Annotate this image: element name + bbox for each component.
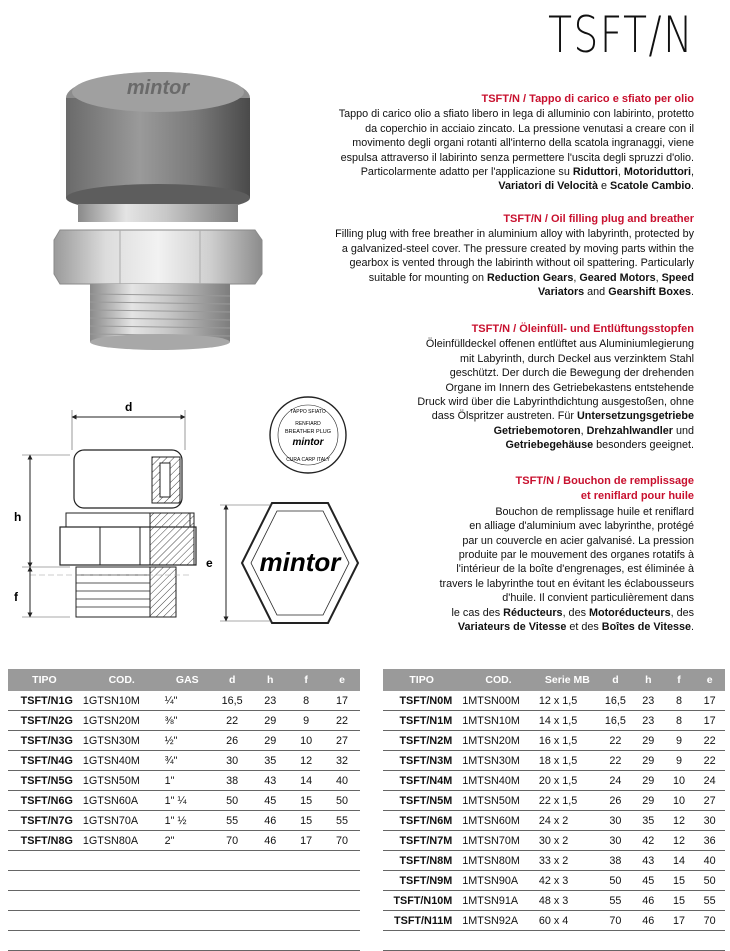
table-row-empty xyxy=(8,871,360,891)
table-cell: 1GTSN10M xyxy=(81,691,163,711)
table-cell: 30 xyxy=(694,811,725,831)
table-cell xyxy=(598,931,633,951)
text-line: espulsa attraverso il labirinto senza permettere l'uscita degli spruzzi d'olio. xyxy=(340,151,694,164)
cap-logo: mintor xyxy=(126,77,190,99)
table-header-row xyxy=(383,669,725,691)
table-row xyxy=(8,791,360,811)
table-cell: 17 xyxy=(694,711,725,731)
table-cell xyxy=(212,911,252,931)
table-cell xyxy=(460,931,537,951)
table-cell: 40 xyxy=(324,771,360,791)
table-cell: 1MTSN00M xyxy=(460,691,537,711)
table-cell: 17 xyxy=(664,911,695,931)
table-cell: 30 xyxy=(212,751,252,771)
table-cell: 14 xyxy=(664,851,695,871)
text-line: Filling plug with free breather in aluminium alloy with labyrinth, protected by xyxy=(335,228,694,241)
dimension-f: f xyxy=(14,590,18,604)
table-cell: 15 xyxy=(288,811,324,831)
table-cell: 1MTSN70M xyxy=(460,831,537,851)
col-header: d xyxy=(598,669,633,691)
col-header: Serie MB xyxy=(537,669,598,691)
text-line: dass Ölspritzer austreten. Für Untersetzungsgetriebe xyxy=(431,410,694,423)
table-cell: TSFT/N4M xyxy=(383,771,460,791)
table-row xyxy=(383,851,725,871)
table-cell: TSFT/N4G xyxy=(8,751,81,771)
table-cell: 70 xyxy=(694,911,725,931)
dimension-d: d xyxy=(125,400,133,414)
table-cell: 17 xyxy=(288,831,324,851)
table-cell xyxy=(81,871,163,891)
table-cell: 1" ¼ xyxy=(163,791,212,811)
table-cell xyxy=(8,851,81,871)
table-cell xyxy=(694,931,725,951)
table-cell xyxy=(212,891,252,911)
table-cell: 8 xyxy=(288,691,324,711)
text-line: Druck wird über die Labyrinthdichtung ausgestoßen, ohne xyxy=(417,396,694,409)
table-cell: 30 xyxy=(598,831,633,851)
table-row xyxy=(8,811,360,831)
table-cell: 22 x 1,5 xyxy=(537,791,598,811)
table-cell: 22 xyxy=(694,751,725,771)
table-cell xyxy=(288,871,324,891)
table-cell: 1GTSN40M xyxy=(81,751,163,771)
col-header: COD. xyxy=(460,669,537,691)
text-line: Bouchon de remplissage huile et reniflard xyxy=(495,505,694,518)
table-cell: 22 xyxy=(694,731,725,751)
table-cell: 55 xyxy=(324,811,360,831)
table-cell: 10 xyxy=(288,731,324,751)
table-cell: 1MTSN92A xyxy=(460,911,537,931)
table-row xyxy=(8,751,360,771)
table-cell xyxy=(288,851,324,871)
table-cell: 1" ½ xyxy=(163,811,212,831)
table-cell xyxy=(633,931,664,951)
table-cell: 29 xyxy=(252,711,288,731)
table-cell xyxy=(81,931,163,951)
table-cell: 27 xyxy=(324,731,360,751)
table-cell: 1GTSN20M xyxy=(81,711,163,731)
table-cell: TSFT/N10M xyxy=(383,891,460,911)
table-row xyxy=(383,811,725,831)
table-cell: 1MTSN50M xyxy=(460,791,537,811)
table-cell: 1GTSN60A xyxy=(81,791,163,811)
text-line: mit Labyrinth, durch Deckel aus verzinktem Stahl xyxy=(459,352,694,365)
table-row xyxy=(383,911,725,931)
table-cell: ¾" xyxy=(163,751,212,771)
table-cell: 16,5 xyxy=(598,711,633,731)
table-cell: ¼" xyxy=(163,691,212,711)
table-cell: 46 xyxy=(633,911,664,931)
table-cell: 9 xyxy=(664,751,695,771)
table-cell: TSFT/N6M xyxy=(383,811,460,831)
table-cell: 50 xyxy=(324,791,360,811)
description-english xyxy=(296,212,694,299)
table-cell: 26 xyxy=(212,731,252,751)
table-row-empty xyxy=(383,931,725,951)
text-line: da coperchio in acciaio zincato. La pressione venutasi a creare con il xyxy=(365,122,694,135)
table-cell: 27 xyxy=(694,791,725,811)
dimension-e: e xyxy=(206,556,213,570)
table-cell xyxy=(537,931,598,951)
table-cell xyxy=(163,871,212,891)
metric-thread-table xyxy=(383,669,725,951)
table-cell: 16 x 1,5 xyxy=(537,731,598,751)
page-title: TSFT/N xyxy=(548,6,694,64)
table-cell: 50 xyxy=(694,871,725,891)
table-cell: 23 xyxy=(633,691,664,711)
col-header: GAS xyxy=(163,669,212,691)
badge-text-2: RENFIARD xyxy=(295,421,321,427)
table-cell: 55 xyxy=(212,811,252,831)
table-cell: 15 xyxy=(288,791,324,811)
description-french xyxy=(380,474,694,634)
table-cell: 24 x 2 xyxy=(537,811,598,831)
table-cell: 35 xyxy=(252,751,288,771)
text-line: Öleinfülldeckel offenen entlüftet aus Aluminiumlegierung xyxy=(425,338,694,351)
table-cell: 38 xyxy=(598,851,633,871)
table-cell: TSFT/N7M xyxy=(383,831,460,851)
table-cell: TSFT/N3G xyxy=(8,731,81,751)
table-cell: 48 x 3 xyxy=(537,891,598,911)
description-german xyxy=(340,322,694,453)
table-cell: 70 xyxy=(324,831,360,851)
table-cell: 30 xyxy=(598,811,633,831)
table-cell: 23 xyxy=(633,711,664,731)
table-cell: 9 xyxy=(288,711,324,731)
table-cell: TSFT/N8G xyxy=(8,831,81,851)
table-cell: 33 x 2 xyxy=(537,851,598,871)
table-cell xyxy=(252,871,288,891)
table-cell: 1GTSN80A xyxy=(81,831,163,851)
table-cell: 40 xyxy=(694,851,725,871)
table-cell: 22 xyxy=(324,711,360,731)
table-cell xyxy=(252,891,288,911)
table-cell: 15 xyxy=(664,891,695,911)
table-cell xyxy=(252,931,288,951)
table-row xyxy=(383,771,725,791)
table-cell: 1MTSN90A xyxy=(460,871,537,891)
table-cell: 55 xyxy=(598,891,633,911)
table-cell xyxy=(81,891,163,911)
table-cell: TSFT/N8M xyxy=(383,851,460,871)
table-row xyxy=(383,731,725,751)
table-cell: 12 x 1,5 xyxy=(537,691,598,711)
dimension-h: h xyxy=(14,510,22,524)
table-cell: 1MTSN91A xyxy=(460,891,537,911)
table-cell: TSFT/N5M xyxy=(383,791,460,811)
table-cell: 29 xyxy=(252,731,288,751)
table-cell xyxy=(324,931,360,951)
table-cell: TSFT/N11M xyxy=(383,911,460,931)
table-cell: 24 xyxy=(694,771,725,791)
table-cell: 36 xyxy=(694,831,725,851)
table-cell: 35 xyxy=(633,811,664,831)
table-cell: 29 xyxy=(633,751,664,771)
table-cell: 17 xyxy=(324,691,360,711)
table-cell: 1MTSN30M xyxy=(460,751,537,771)
table-cell: 55 xyxy=(694,891,725,911)
table-cell xyxy=(8,891,81,911)
table-cell: 20 x 1,5 xyxy=(537,771,598,791)
table-cell xyxy=(163,851,212,871)
text-line: Tappo di carico olio a sfiato libero in lega di alluminio con labirinto, protetto xyxy=(338,108,694,121)
table-cell xyxy=(288,891,324,911)
table-cell: 60 x 4 xyxy=(537,911,598,931)
table-cell: 50 xyxy=(598,871,633,891)
col-header: f xyxy=(288,669,324,691)
table-row xyxy=(8,731,360,751)
table-cell: 16,5 xyxy=(212,691,252,711)
table-row-empty xyxy=(8,851,360,871)
table-cell: 1MTSN60M xyxy=(460,811,537,831)
table-row xyxy=(383,691,725,711)
table-cell: 1MTSN80M xyxy=(460,851,537,871)
table-cell xyxy=(324,891,360,911)
text-line: travers le labyrinthe tout en évitant les éclabousseurs xyxy=(439,577,694,590)
table-cell: 8 xyxy=(664,691,695,711)
table-cell: 1GTSN30M xyxy=(81,731,163,751)
table-row xyxy=(8,771,360,791)
table-row-empty xyxy=(8,911,360,931)
table-row-empty xyxy=(8,891,360,911)
table-cell xyxy=(8,871,81,891)
table-cell: 16,5 xyxy=(598,691,633,711)
heading-german: TSFT/N / Öleinfüll- und Entlüftungsstopfen xyxy=(471,323,694,335)
table-cell: 1GTSN70A xyxy=(81,811,163,831)
table-cell: ½" xyxy=(163,731,212,751)
col-header: h xyxy=(633,669,664,691)
col-header: TIPO xyxy=(8,669,81,691)
table-cell: 1" xyxy=(163,771,212,791)
badge-text-1: TAPPO SFIATO xyxy=(290,409,326,415)
table-cell: 42 xyxy=(633,831,664,851)
table-row xyxy=(8,691,360,711)
gas-thread-table xyxy=(8,669,360,951)
table-row xyxy=(383,831,725,851)
table-cell: ⅜" xyxy=(163,711,212,731)
table-cell xyxy=(324,851,360,871)
text-line: gearbox is vented through the labirinth without oil spattering. Particularly xyxy=(349,257,694,270)
table-cell xyxy=(81,851,163,871)
table-cell: 12 xyxy=(664,811,695,831)
table-row xyxy=(383,711,725,731)
table-cell: 1GTSN50M xyxy=(81,771,163,791)
table-cell: 12 xyxy=(664,831,695,851)
table-cell xyxy=(163,931,212,951)
table-cell: 30 x 2 xyxy=(537,831,598,851)
table-row xyxy=(383,891,725,911)
table-cell xyxy=(212,871,252,891)
badge-text-3: BREATHER PLUG xyxy=(284,429,332,435)
table-cell: 14 x 1,5 xyxy=(537,711,598,731)
text-line: Variateurs de Vitesse et des Boîtes de Vitesse. xyxy=(457,621,694,634)
table-cell: 29 xyxy=(633,791,664,811)
table-cell xyxy=(252,911,288,931)
table-cell: TSFT/N2G xyxy=(8,711,81,731)
table-cell: 32 xyxy=(324,751,360,771)
table-row xyxy=(383,751,725,771)
table-cell: 70 xyxy=(598,911,633,931)
table-cell: 45 xyxy=(252,791,288,811)
table-row xyxy=(8,711,360,731)
badge-text-4: CURA CARP ITALY xyxy=(286,457,330,463)
table-cell: 8 xyxy=(664,711,695,731)
table-cell: 46 xyxy=(633,891,664,911)
table-cell: TSFT/N9M xyxy=(383,871,460,891)
heading-french: TSFT/N / Bouchon de remplissage xyxy=(515,475,694,487)
col-header: d xyxy=(212,669,252,691)
table-cell xyxy=(212,851,252,871)
table-cell: 38 xyxy=(212,771,252,791)
text-line: geschützt. Der durch die Bewegung der drehenden xyxy=(449,367,694,380)
table-cell xyxy=(163,911,212,931)
text-line: Getriebemotoren, Drehzahlwandler und xyxy=(493,424,694,437)
table-cell: 22 xyxy=(212,711,252,731)
text-line: Getriebegehäuse besonders geeignet. xyxy=(505,439,694,452)
text-line: produite par le mouvement des organes rotatifs à xyxy=(458,549,694,562)
col-header: TIPO xyxy=(383,669,460,691)
text-line: Variators and Gearshift Boxes. xyxy=(537,286,694,299)
table-cell: TSFT/N5G xyxy=(8,771,81,791)
table-cell: 10 xyxy=(664,791,695,811)
table-cell: 70 xyxy=(212,831,252,851)
heading-italian: TSFT/N / Tappo di carico e sfiato per olio xyxy=(481,93,694,105)
table-cell: 1MTSN20M xyxy=(460,731,537,751)
table-cell: 43 xyxy=(252,771,288,791)
badge-brand: mintor xyxy=(292,437,324,448)
hex-logo: mintor xyxy=(259,547,341,577)
table-cell: 46 xyxy=(252,811,288,831)
text-line: en alliage d'aluminium avec labyrinthe, protégé xyxy=(469,520,694,533)
text-line: Particolarmente adatto per l'applicazione su Riduttori, Motoriduttori, xyxy=(360,166,694,179)
table-cell: TSFT/N6G xyxy=(8,791,81,811)
col-header: COD. xyxy=(81,669,163,691)
table-cell xyxy=(324,911,360,931)
table-cell xyxy=(288,911,324,931)
table-cell xyxy=(8,911,81,931)
table-cell xyxy=(163,891,212,911)
table-cell: TSFT/N2M xyxy=(383,731,460,751)
table-cell xyxy=(212,931,252,951)
table-cell: 46 xyxy=(252,831,288,851)
table-cell xyxy=(288,931,324,951)
table-cell: TSFT/N3M xyxy=(383,751,460,771)
product-photo xyxy=(50,62,275,362)
table-cell xyxy=(252,851,288,871)
table-cell: 26 xyxy=(598,791,633,811)
table-cell xyxy=(324,871,360,891)
table-row xyxy=(383,871,725,891)
table-row-empty xyxy=(8,931,360,951)
table-row xyxy=(8,831,360,851)
table-cell xyxy=(383,931,460,951)
table-cell: 43 xyxy=(633,851,664,871)
text-line: par un couvercle en acier galvanisé. La pression xyxy=(462,534,694,547)
col-header: f xyxy=(664,669,695,691)
table-cell: 29 xyxy=(633,731,664,751)
table-cell xyxy=(8,931,81,951)
table-cell xyxy=(664,931,695,951)
table-cell: 23 xyxy=(252,691,288,711)
text-line: suitable for mounting on Reduction Gears, Geared Motors, Speed xyxy=(368,271,694,284)
table-cell: 1MTSN40M xyxy=(460,771,537,791)
table-cell: TSFT/N1G xyxy=(8,691,81,711)
description-italian xyxy=(296,92,694,194)
table-cell: 24 xyxy=(598,771,633,791)
table-cell: 42 x 3 xyxy=(537,871,598,891)
table-cell: 22 xyxy=(598,731,633,751)
table-cell: 22 xyxy=(598,751,633,771)
table-cell: TSFT/N0M xyxy=(383,691,460,711)
technical-drawing xyxy=(10,395,370,645)
table-cell: 15 xyxy=(664,871,695,891)
text-line: d'huile. Il convient particulièrement dans xyxy=(502,592,694,605)
table-cell: 1MTSN10M xyxy=(460,711,537,731)
heading-english: TSFT/N / Oil filling plug and breather xyxy=(503,213,694,225)
table-cell: TSFT/N7G xyxy=(8,811,81,831)
col-header: e xyxy=(694,669,725,691)
table-cell: 10 xyxy=(664,771,695,791)
col-header: e xyxy=(324,669,360,691)
text-line: le cas des Réducteurs, des Motoréducteurs, des xyxy=(451,606,694,619)
table-cell: 45 xyxy=(633,871,664,891)
table-header-row xyxy=(8,669,360,691)
table-cell: 2" xyxy=(163,831,212,851)
text-line: Variatori di Velocità e Scatole Cambio. xyxy=(498,180,694,193)
table-cell xyxy=(81,911,163,931)
text-line: Organe im Innern des Getriebekastens entstehende xyxy=(445,381,694,394)
table-cell: 18 x 1,5 xyxy=(537,751,598,771)
table-cell: 9 xyxy=(664,731,695,751)
table-cell: 17 xyxy=(694,691,725,711)
table-cell: 14 xyxy=(288,771,324,791)
table-cell: TSFT/N1M xyxy=(383,711,460,731)
heading-french-2: et reniflard pour huile xyxy=(580,490,694,503)
text-line: l'intérieur de la boîte d'engrenages, est éliminée à xyxy=(456,563,694,576)
table-cell: 50 xyxy=(212,791,252,811)
text-line: a galvanized-steel cover. The pressure created by moving parts within the xyxy=(341,242,694,255)
col-header: h xyxy=(252,669,288,691)
table-cell: 12 xyxy=(288,751,324,771)
table-cell: 29 xyxy=(633,771,664,791)
text-line: movimento degli organi rotanti all'interno della scatola ingranaggi, viene xyxy=(352,137,694,150)
table-row xyxy=(383,791,725,811)
